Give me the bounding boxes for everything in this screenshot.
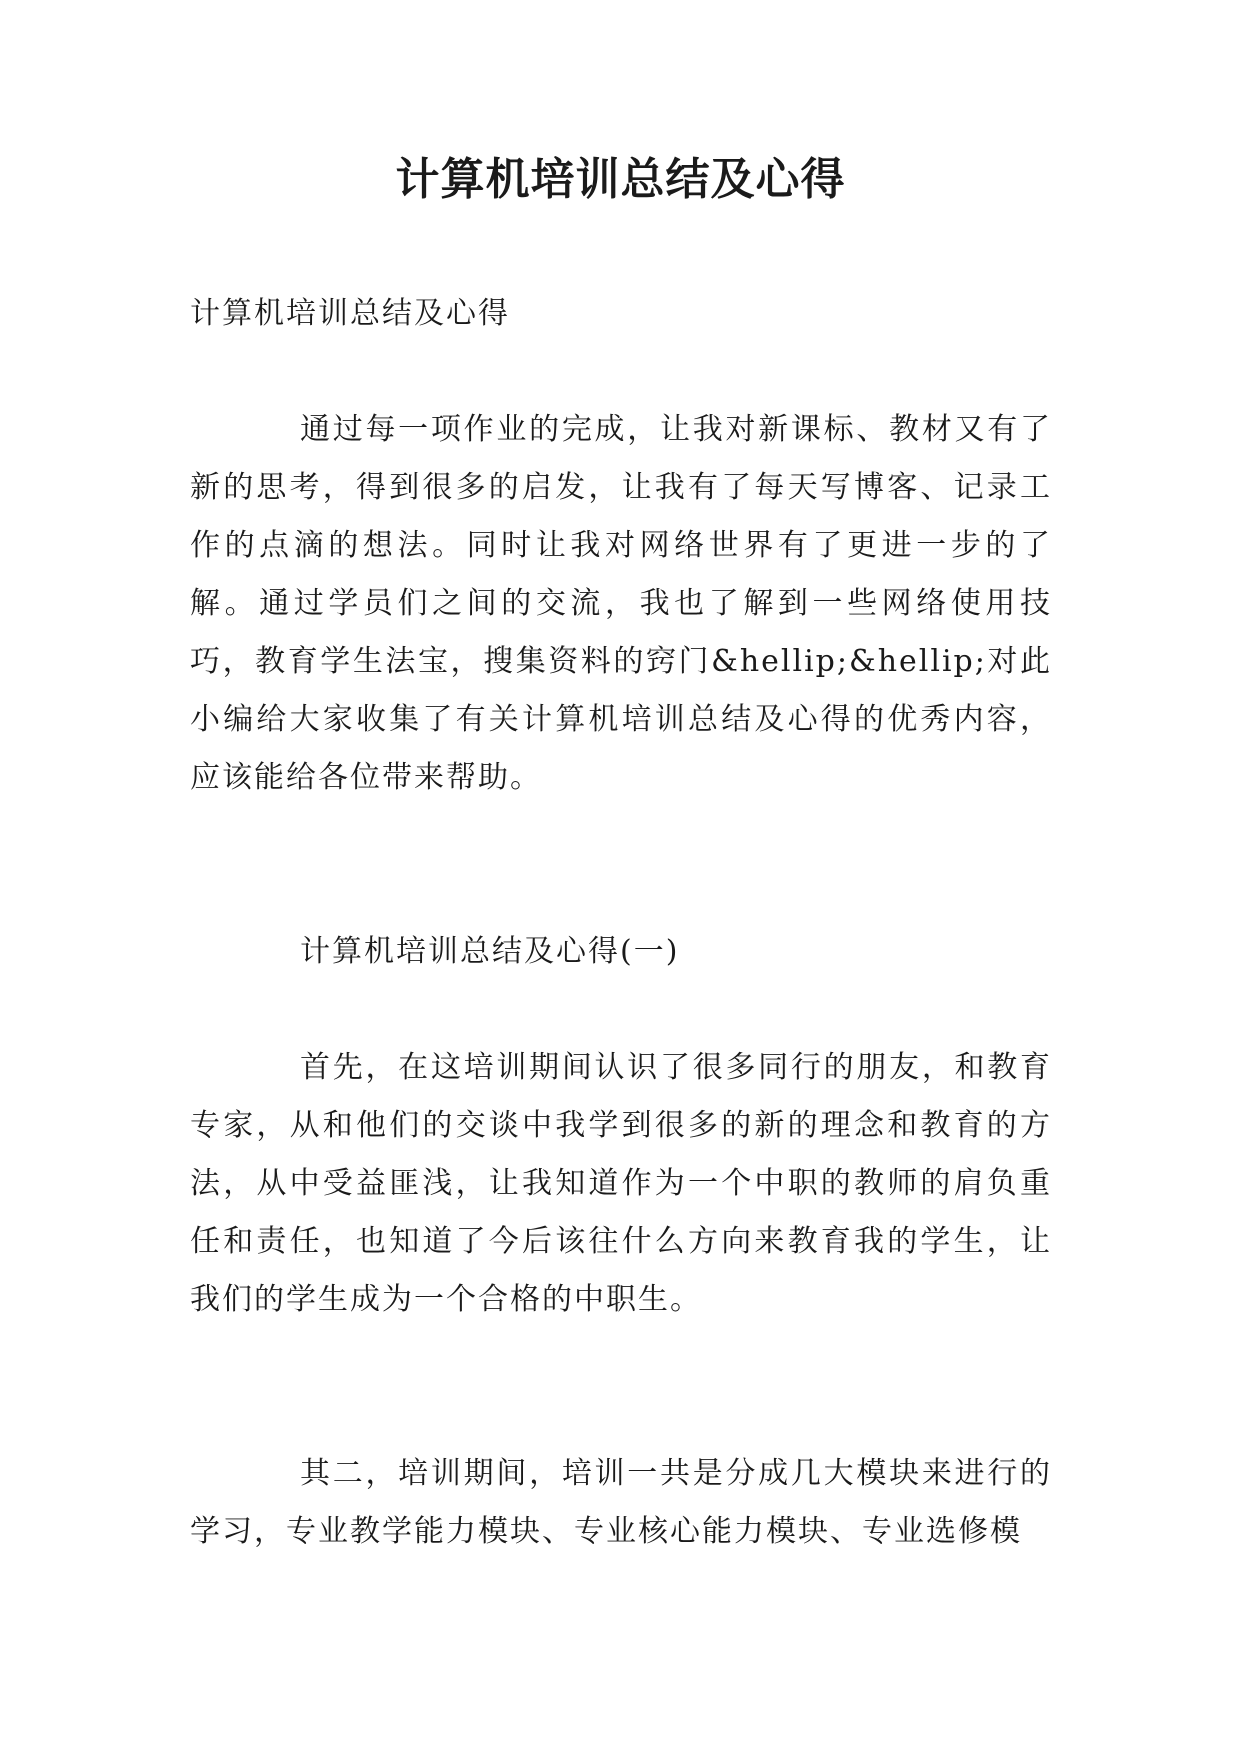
document-title: 计算机培训总结及心得 (395, 154, 846, 205)
body-paragraph-1: 首先，在这培训期间认识了很多同行的朋友，和教育专家，从和他们的交谈中我学到很多的新的理念和教育的方法，从中受益匪浅，让我知道作为一个中职的教师的肩负重任和责任，也知道了今后该往什么方向来教育我的学生，让我们的学生成为一个合格的中职生。 (190, 1050, 1052, 1317)
document-subtitle: 计算机培训总结及心得 (190, 296, 510, 331)
document-body (190, 285, 1052, 1561)
body-paragraph-2: 其二，培训期间，培训一共是分成几大模块来进行的学习，专业教学能力模块、专业核心能力模块、专业选修模 (190, 1456, 1052, 1549)
intro-paragraph: 通过每一项作业的完成，让我对新课标、教材又有了新的思考，得到很多的启发，让我有了每天写博客、记录工作的点滴的想法。同时让我对网络世界有了更进一步的了解。通过学员们之间的交流，我也了解到一些网络使用技巧，教育学生法宝，搜集资料的窍门&hellip;&hellip;对此小编给大家收集了有关计算机培训总结及心得的优秀内容，应该能给各位带来帮助。 (190, 412, 1052, 795)
section-heading: 计算机培训总结及心得(一) (300, 934, 680, 969)
